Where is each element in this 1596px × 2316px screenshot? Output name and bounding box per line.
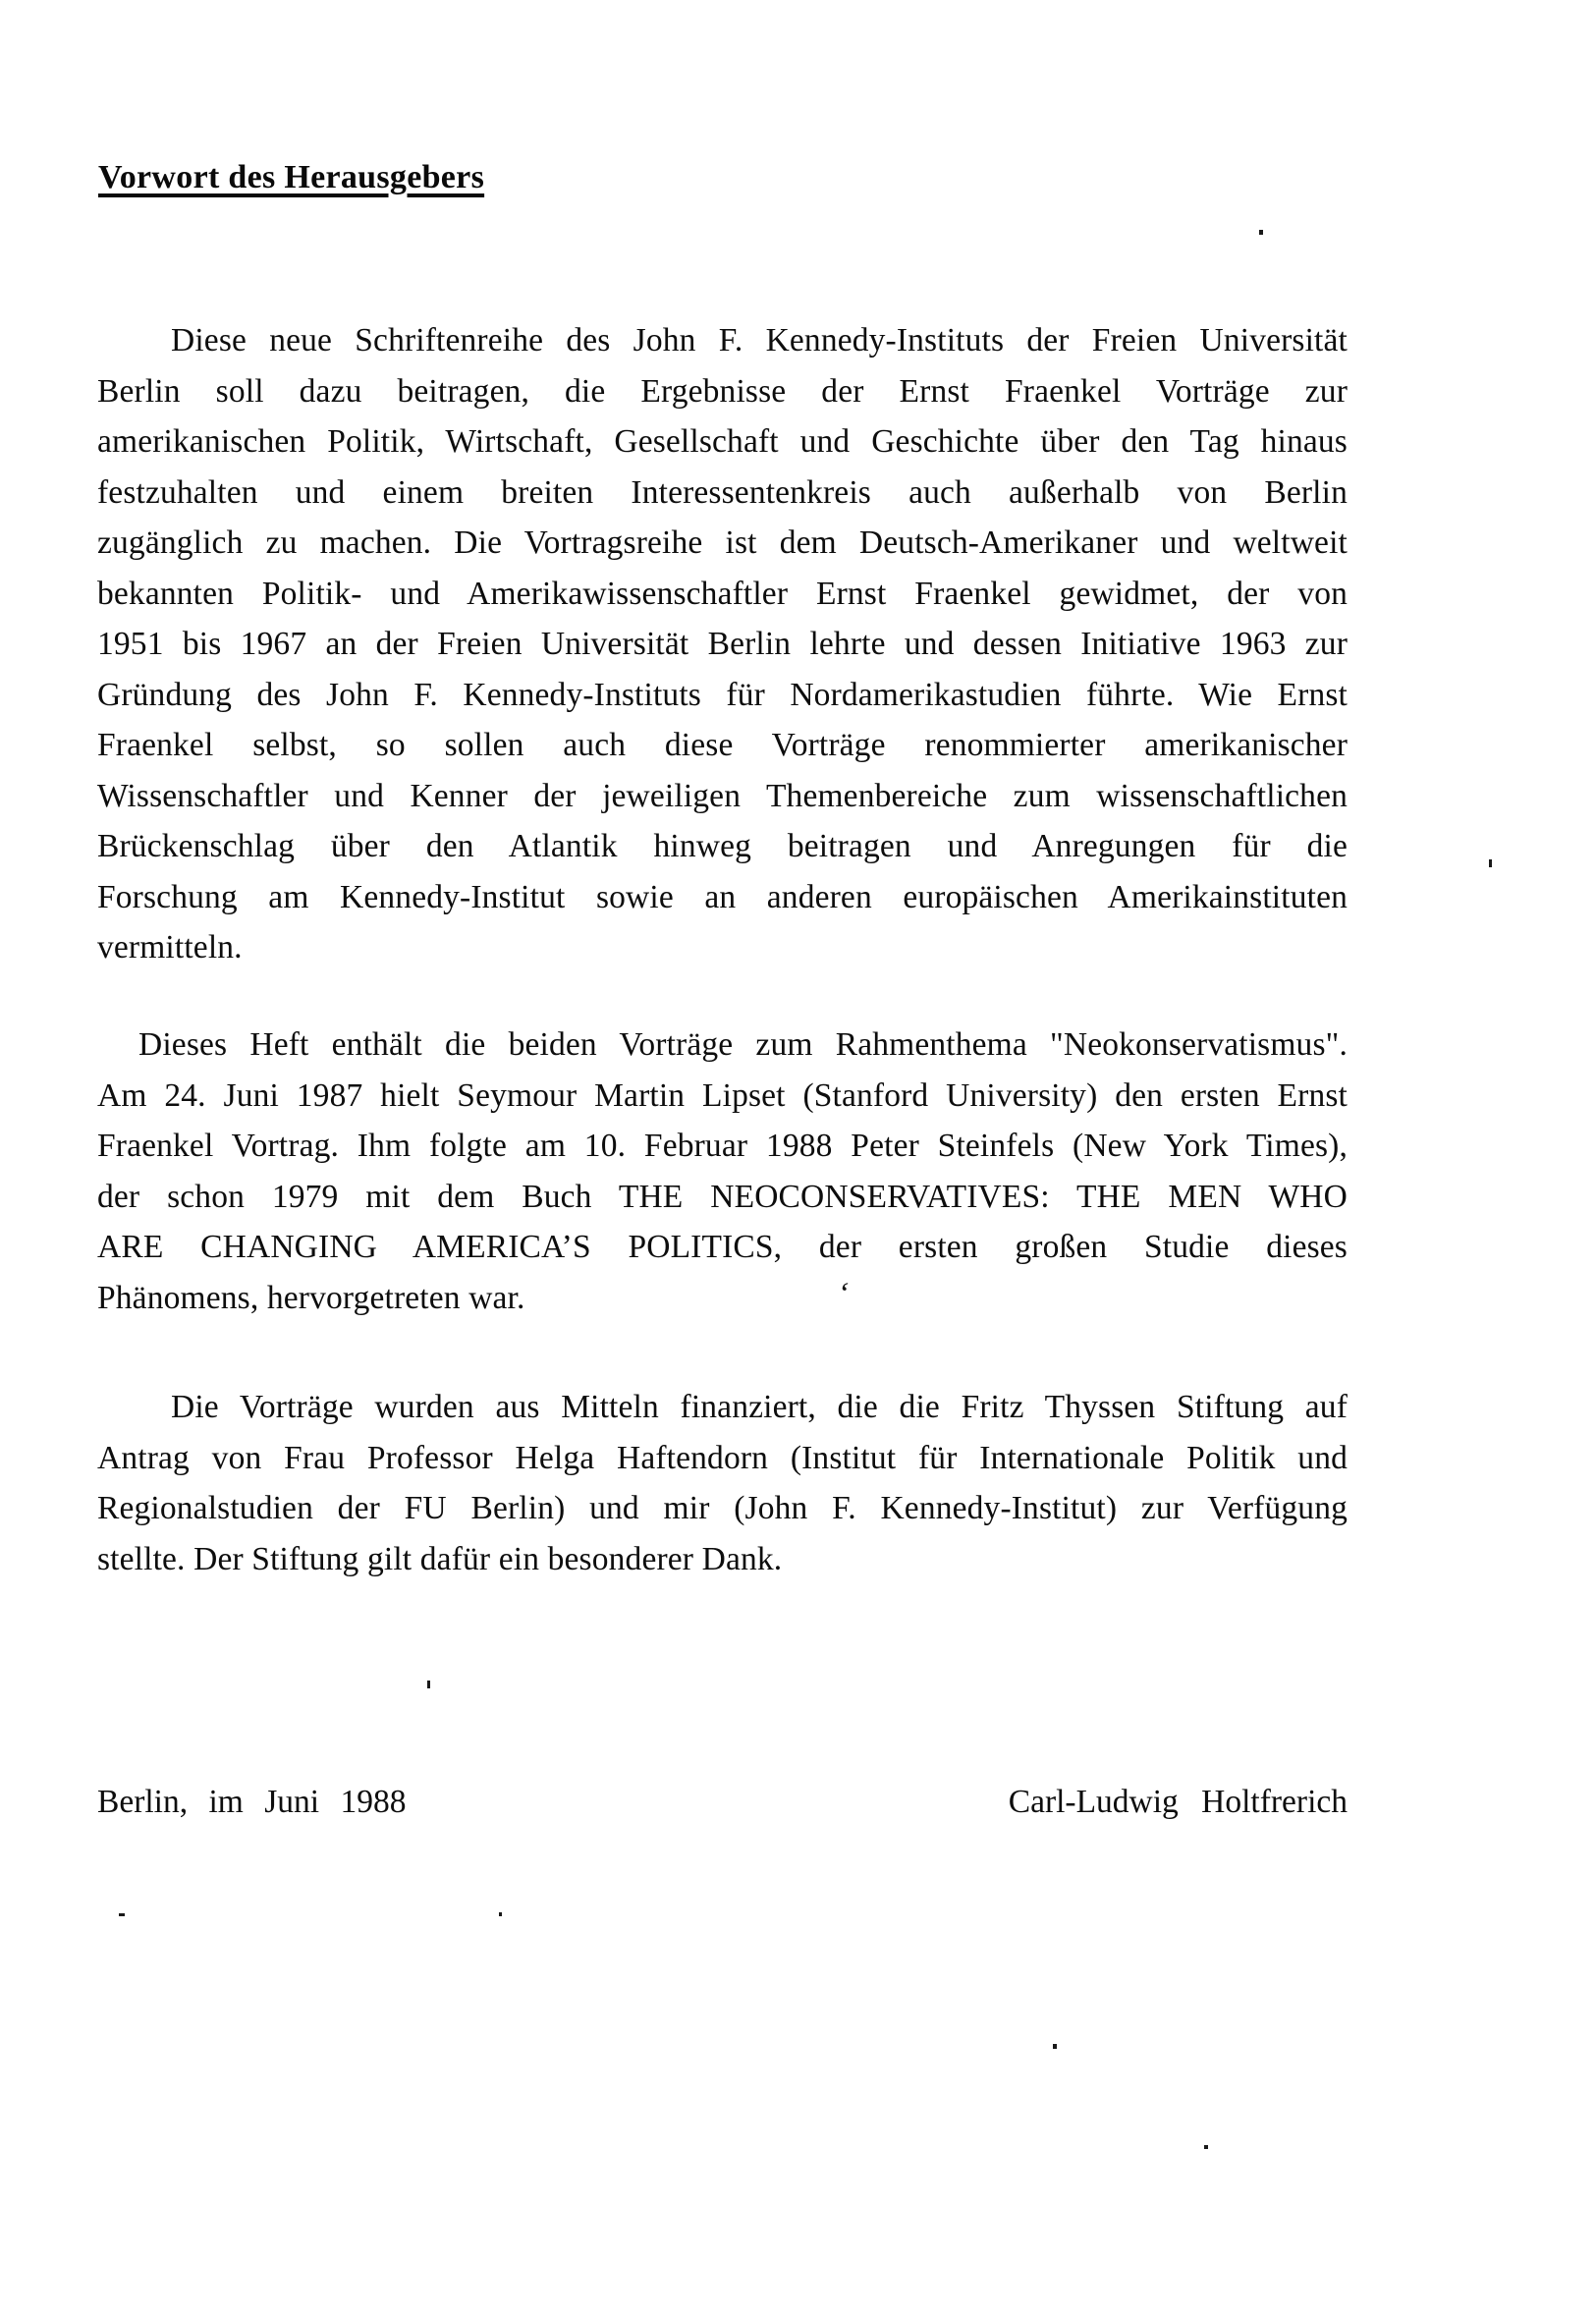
text-line: Forschung am Kennedy-Institut sowie an anderen europäischen Amerikainstituten (97, 878, 1348, 915)
text-line: Gründung des John F. Kennedy-Instituts für Nordamerikastudien führte. Wie Ernst (97, 676, 1348, 713)
page-title: Vorwort des Herausgebers (98, 159, 485, 195)
text-line: Regionalstudien der FU Berlin) und mir (John F. Kennedy-Institut) zur Verfügung (97, 1490, 1348, 1526)
text-line: Fraenkel selbst, so sollen auch diese Vorträge renommierter amerikanischer (97, 727, 1348, 763)
scan-speck (499, 1912, 502, 1916)
text-line: zugänglich zu machen. Die Vortragsreihe ist dem Deutsch-Amerikaner und weltweit (97, 524, 1348, 561)
text-line: Fraenkel Vortrag. Ihm folgte am 10. Februar 1988 Peter Steinfels (New York Times), (97, 1128, 1348, 1164)
text-line: der schon 1979 mit dem Buch THE NEOCONSERVATIVES: THE MEN WHO (97, 1178, 1348, 1215)
text-line: Brückenschlag über den Atlantik hinweg beitragen und Anregungen für die (97, 828, 1348, 864)
text-line: Dieses Heft enthält die beiden Vorträge zum Rahmenthema "Neokonservatismus". (138, 1026, 1348, 1063)
scan-stray-apostrophe: ‘ (836, 1274, 853, 1311)
text-line: Berlin soll dazu beitragen, die Ergebnisse der Ernst Fraenkel Vorträge zur (97, 372, 1348, 410)
text-line: Phänomens, hervorgetreten war. (97, 1279, 525, 1316)
paragraph-funding (97, 1382, 1348, 1584)
scan-speck (427, 1681, 430, 1688)
text-line: Diese neue Schriftenreihe des John F. Kennedy-Instituts der Freien Universität (171, 322, 1348, 358)
scan-speck (119, 1913, 125, 1916)
text-line: bekannten Politik- und Amerikawissenschaftler Ernst Fraenkel gewidmet, der von (97, 575, 1348, 612)
text-line: ARE CHANGING AMERICA’S POLITICS, der ersten großen Studie dieses (97, 1229, 1348, 1265)
text-line: stellte. Der Stiftung gilt dafür ein besonderer Dank. (97, 1540, 783, 1577)
text-line: festzuhalten und einem breiten Interessentenkreis auch außerhalb von Berlin (97, 473, 1348, 511)
text-line: amerikanischen Politik, Wirtschaft, Gesellschaft und Geschichte über den Tag hinaus (97, 423, 1348, 460)
scan-speck (1259, 230, 1263, 235)
author-name: Carl-Ludwig Holtfrerich (1008, 1784, 1348, 1820)
text-line: 1951 bis 1967 an der Freien Universität Berlin lehrte und dessen Initiative 1963 zur (97, 626, 1348, 662)
scan-speck (1204, 2145, 1208, 2149)
text-line: Die Vorträge wurden aus Mitteln finanziert, die die Fritz Thyssen Stiftung auf (171, 1389, 1348, 1425)
text-line: Wissenschaftler und Kenner der jeweiligen Themenbereiche zum wissenschaftlichen (97, 777, 1348, 814)
paragraph-series-intro (97, 315, 1348, 973)
signature-row (97, 1777, 1348, 1828)
text-line: Am 24. Juni 1987 hielt Seymour Martin Lipset (Stanford University) den ersten Ernst (97, 1076, 1348, 1114)
scan-speck (1053, 2044, 1057, 2049)
text-line: Antrag von Frau Professor Helga Haftendorn (Institut für Internationale Politik und (97, 1439, 1348, 1476)
scan-speck (1489, 859, 1492, 867)
paragraph-lectures (97, 1020, 1348, 1323)
place-date: Berlin, im Juni 1988 (97, 1784, 407, 1820)
text-line: vermitteln. (97, 929, 243, 965)
